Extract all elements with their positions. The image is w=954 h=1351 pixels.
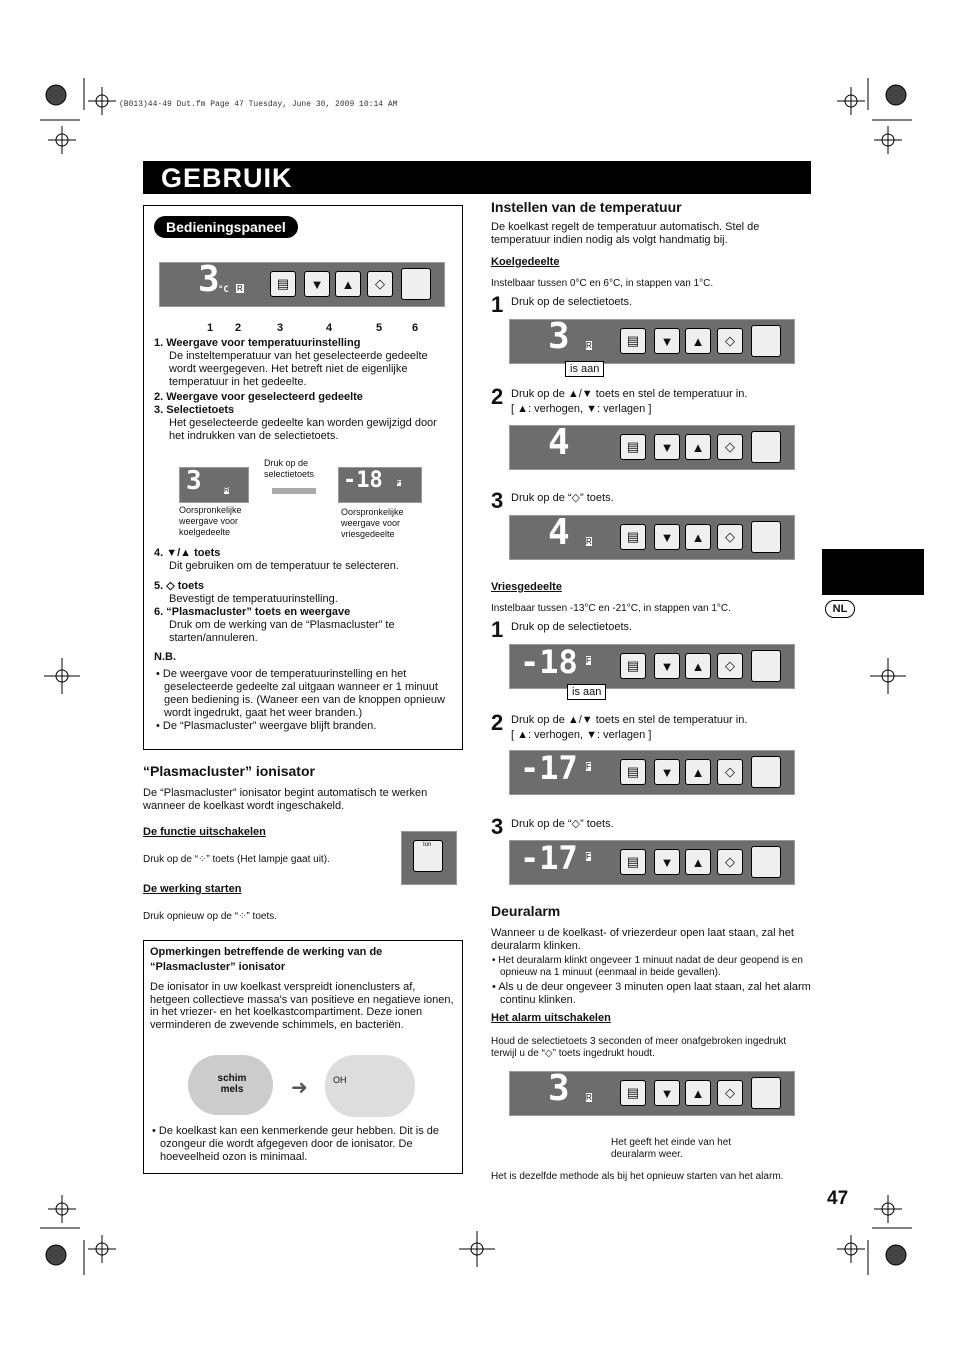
down-button[interactable]: ▼ — [654, 524, 680, 550]
confirm-button[interactable]: ◇ — [717, 1080, 743, 1106]
select-button[interactable]: ▤ — [620, 434, 646, 460]
freeze-step3: Druk op de “◇” toets. — [511, 818, 614, 830]
select-button[interactable]: ▤ — [620, 849, 646, 875]
panel-items: 1. Weergave voor temperatuurinstelling De insteltemperatuur van het geselecteerde gedeelte wordt weergegeven. Het betreft niet de eigenlijke temperatuur in het gedeelte. 2. Weergave voor geselecteerd gedeelte 3. Selectietoets Het geselecteerde gedeelte kan worden gewijzigd door het indrukken van de selectietoets. — [154, 337, 454, 443]
item-6-title: “Plasmacluster” toets en weergave — [166, 606, 351, 618]
item-5-title: toets — [177, 580, 205, 592]
item-4-title: ▼/▲ toets — [166, 547, 221, 559]
confirm-button[interactable]: ◇ — [717, 653, 743, 679]
is-aan-tag: is aan — [565, 361, 604, 377]
off-heading: De functie uitschakelen — [143, 826, 266, 838]
temp-heading: Instellen van de temperatuur — [491, 199, 682, 215]
up-button[interactable]: ▲ — [335, 271, 361, 297]
callout-6: 6 — [412, 322, 419, 334]
freeze-step1: Druk op de selectietoets. — [511, 621, 633, 633]
select-button[interactable]: ▤ — [620, 524, 646, 550]
alarm-item-2: • Als u de deur ongeveer 3 minuten open laat staan, zal het alarm continu klinken. — [492, 981, 811, 1006]
down-button[interactable]: ▼ — [654, 759, 680, 785]
item-3-body: Het geselecteerde gedeelte kan worden gewijzigd door het indrukken van de selectietoets. — [169, 417, 437, 442]
up-button[interactable]: ▲ — [685, 328, 711, 354]
plasmacluster-button[interactable] — [751, 650, 781, 682]
on-heading: De werking starten — [143, 883, 242, 895]
compartment-indicator: R — [237, 284, 243, 293]
plasmacluster-button-illustrated: Ion — [413, 840, 443, 872]
alarm-footer: Het is dezelfde methode als bij het opnieuw starten van het alarm. — [491, 1171, 784, 1182]
freeze-heading: Vriesgedeelte — [491, 581, 562, 593]
confirm-button[interactable]: ◇ — [367, 271, 393, 297]
confirm-button[interactable]: ◇ — [717, 524, 743, 550]
cool-step2: Druk op de ▲/▼ toets en stel de temperatuur in. — [511, 388, 748, 400]
down-button[interactable]: ▼ — [654, 328, 680, 354]
mold-cluster: schim mels — [188, 1055, 273, 1115]
cool-step1: Druk op de selectietoets. — [511, 296, 633, 308]
plasmacluster-button[interactable] — [751, 846, 781, 878]
confirm-button[interactable]: ◇ — [717, 328, 743, 354]
up-button[interactable]: ▲ — [685, 1080, 711, 1106]
select-button[interactable]: ▤ — [620, 328, 646, 354]
freeze-display-step2: -17 F ▤ ▼ ▲ ◇ — [509, 750, 795, 795]
on-text: Druk opnieuw op de “⁘” toets. — [143, 911, 278, 922]
press-label: Druk op de selectietoets — [264, 458, 315, 479]
is-aan-tag-freeze: is aan — [567, 684, 606, 700]
item-2-title: Weergave voor geselecteerd gedeelte — [166, 391, 363, 403]
unit-label: °C — [218, 285, 229, 295]
callout-3: 3 — [277, 322, 284, 334]
select-button[interactable]: ▤ — [620, 653, 646, 679]
title-bar — [143, 161, 811, 194]
alarm-heading: Deuralarm — [491, 903, 561, 919]
plasmacluster-button[interactable] — [751, 431, 781, 463]
nb-item-1: De weergave voor de temperatuurinstelling en het geselecteerde gedeelte zal uitgaan wanneer er 1 minuut geen bediening is. (Waneer een van de knoppen opnieuw wordt ingedrukt, gaat het weer branden.) — [162, 668, 445, 719]
callout-5: 5 — [376, 322, 383, 334]
cool-step2b: [ ▲: verhogen, ▼: verlagen ] — [511, 403, 652, 415]
down-button[interactable]: ▼ — [654, 653, 680, 679]
item-5-body: Bevestigt de temperatuurinstelling. — [169, 593, 338, 605]
panel-items-2: 4. ▼/▲ toets Dit gebruiken om de temperatuur te selecteren. 5. ◇ toets Bevestigt de temperatuurinstelling. 6. “Plasmacluster” toets en weergave Druk om de werking van de “Plasmacluster” te starten/annuleren. N.B. • De weergave voor de temperatuurinstelling en het geselecteerde gedeelte zal uitgaan wanneer er 1 minuut geen bediening is. (Waneer een van de knoppen opnieuw wordt ingedrukt, gaat het weer branden.) • De “Plasmacluster” weergave blijft branden. — [154, 547, 454, 733]
down-button[interactable]: ▼ — [654, 1080, 680, 1106]
freeze-range: Instelbaar tussen -13°C en -21°C, in stappen van 1°C. — [491, 603, 731, 614]
plasma-heading: “Plasmacluster” ionisator — [143, 763, 315, 779]
cool-step3: Druk op de “◇” toets. — [511, 492, 614, 504]
plasmacluster-button[interactable] — [751, 521, 781, 553]
plasmacluster-button[interactable] — [401, 268, 431, 300]
notes-bullet: • De koelkast kan een kenmerkende geur hebben. Dit is de ozongeur die wordt afgegeven door de ionisator. De hoeveelheid ozon is minimaal. — [152, 1125, 439, 1163]
ion-button-illustration — [401, 831, 457, 885]
cool-display-step1: 3 R ▤ ▼ ▲ ◇ — [509, 319, 795, 364]
section-pill: Bedieningspaneel — [154, 216, 298, 238]
ion-cluster: OH — [325, 1055, 415, 1117]
orig-cool-label: Oorspronkelijke weergave voor koelgedeelte — [179, 505, 242, 537]
small-display-freeze: -18 F — [338, 467, 422, 503]
page-number: 47 — [827, 1188, 849, 1209]
swap-arrow — [272, 488, 316, 494]
down-button[interactable]: ▼ — [654, 849, 680, 875]
panel-diagram — [159, 259, 445, 307]
item-1-title: Weergave voor temperatuurinstelling — [166, 337, 361, 349]
orig-freeze-label: Oorspronkelijke weergave voor vriesgedeelte — [341, 507, 404, 539]
alarm-off-heading: Het alarm uitschakelen — [491, 1012, 611, 1024]
side-tab — [822, 549, 924, 595]
confirm-button[interactable]: ◇ — [717, 434, 743, 460]
freeze-display-step1: -18 F ▤ ▼ ▲ ◇ — [509, 644, 795, 689]
cool-display-step3: 4 R ▤ ▼ ▲ ◇ — [509, 515, 795, 560]
nb-item-2: De “Plasmacluster” weergave blijft branden. — [162, 720, 377, 732]
cool-display-step2: 4 ▤ ▼ ▲ ◇ — [509, 425, 795, 470]
alarm-item-1: • Het deuralarm klinkt ongeveer 1 minuut nadat de deur geopend is en opnieuw na 1 minuut (eenmaal in beide gevallen). — [492, 955, 803, 978]
down-button[interactable]: ▼ — [654, 434, 680, 460]
down-button[interactable]: ▼ — [304, 271, 330, 297]
small-display-cool: 3 R — [179, 467, 249, 503]
confirm-button[interactable]: ◇ — [717, 849, 743, 875]
plasmacluster-button[interactable] — [751, 1077, 781, 1109]
off-text: Druk op de “⁘” toets (Het lampje gaat uit). — [143, 854, 330, 865]
up-button[interactable]: ▲ — [685, 653, 711, 679]
notes-heading: Opmerkingen betreffende de werking van de “Plasmacluster” ionisator — [150, 946, 383, 973]
item-1-body: De insteltemperatuur van het geselecteerde gedeelte wordt weergegeven. Het betreft niet de eigenlijke temperatuur in het gedeelte. — [169, 350, 428, 388]
nb-heading: N.B. — [154, 651, 176, 663]
item-6-body: Druk om de werking van de “Plasmacluster” te starten/annuleren. — [169, 619, 395, 644]
callout-4: 4 — [326, 322, 333, 334]
up-button[interactable]: ▲ — [685, 524, 711, 550]
callout-2: 2 — [235, 322, 242, 334]
alarm-display: 3 R ▤ ▼ ▲ ◇ — [509, 1071, 795, 1116]
alarm-callout: Het geeft het einde van het deuralarm weer. — [611, 1137, 732, 1160]
item-4-body: Dit gebruiken om de temperatuur te selecteren. — [169, 560, 399, 572]
freeze-step2: Druk op de ▲/▼ toets en stel de temperatuur in. — [511, 714, 748, 726]
cool-range: Instelbaar tussen 0°C en 6°C, in stappen van 1°C. — [491, 278, 714, 289]
temp-digit: 3 — [198, 259, 220, 300]
item-3-title: Selectietoets — [166, 404, 235, 416]
alarm-intro: Wanneer u de koelkast- of vriezerdeur open laat staan, zal het deuralarm klinken. — [491, 927, 794, 952]
freeze-display-step3: -17 F ▤ ▼ ▲ ◇ — [509, 840, 795, 885]
plasmacluster-button[interactable] — [751, 325, 781, 357]
page-title: GEBRUIK — [161, 163, 293, 193]
up-button[interactable]: ▲ — [685, 849, 711, 875]
select-button[interactable]: ▤ — [620, 759, 646, 785]
language-badge: NL — [825, 600, 855, 618]
plasmacluster-button[interactable] — [751, 756, 781, 788]
freeze-step2b: [ ▲: verhogen, ▼: verlagen ] — [511, 729, 652, 741]
confirm-button[interactable]: ◇ — [717, 759, 743, 785]
up-button[interactable]: ▲ — [685, 434, 711, 460]
plasma-intro: De “Plasmacluster” ionisator begint automatisch te werken wanneer de koelkast wordt ingeschakeld. — [143, 787, 428, 812]
cool-heading: Koelgedeelte — [491, 256, 560, 268]
callout-1: 1 — [207, 322, 214, 334]
select-button[interactable]: ▤ — [620, 1080, 646, 1106]
alarm-off-text: Houd de selectietoets 3 seconden of meer onafgebroken ingedrukt terwijl u de “◇” toets ingedrukt houdt. — [491, 1036, 787, 1059]
file-header: (B013)44-49 Dut.fm Page 47 Tuesday, June 30, 2009 10:14 AM — [119, 100, 398, 109]
up-button[interactable]: ▲ — [685, 759, 711, 785]
temp-intro: De koelkast regelt de temperatuur automatisch. Stel de temperatuur indien nodig als volgt handmatig bij. — [491, 221, 760, 246]
notes-body: De ionisator in uw koelkast verspreidt ionenclusters af, hetgeen collectieve massa's van positieve en negatieve ionen, in het vriezer- en het koelkastcompartiment. Deze ionen verminderen de zwevende schimmels, en bacteriën. — [150, 981, 454, 1031]
select-button[interactable]: ▤ — [270, 271, 296, 297]
transform-arrow: ➜ — [291, 1077, 308, 1099]
